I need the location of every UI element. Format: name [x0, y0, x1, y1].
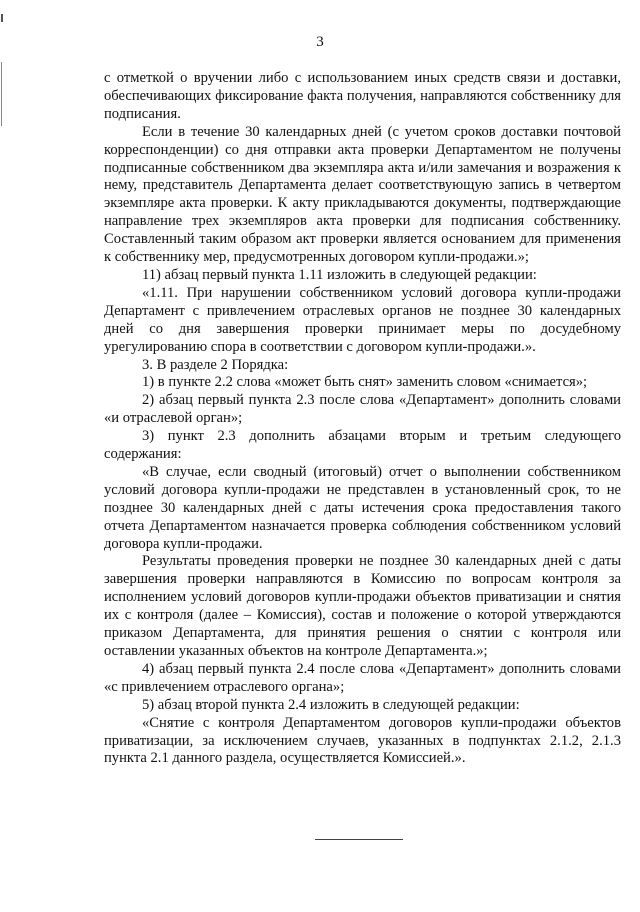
paragraph-item-3: 3) пункт 2.3 дополнить абзацами вторым и третьим следующего содержания:: [104, 428, 621, 463]
paragraph-clause-1-11: «1.11. При нарушении собственником условий договора купли-продажи Департамент с привлечением отраслевых органов не позднее 30 календарных дней со дня завершения проверки принимает меры по досудебному урегулированию спора в соответствии с договором купли-продажи.».: [104, 284, 621, 355]
paragraph-case-report: «В случае, если сводный (итоговый) отчет о выполнении собственником условий договора купли-продажи не представлен в установленный срок, то не позднее 30 календарных дней с даты истечения срока предоставления такого отчета Департаментом назначается проверка соблюдения собственником условий договора купли-продажи.: [104, 463, 621, 552]
paragraph-item-2: 2) абзац первый пункта 2.3 после слова «Департамент» дополнить словами «и отраслевой орган»;: [104, 392, 621, 427]
paragraph-item-4: 4) абзац первый пункта 2.4 после слова «Департамент» дополнить словами «с привлечением отраслевого органа»;: [104, 660, 621, 695]
document-body: [104, 70, 621, 768]
paragraph-results: Результаты проведения проверки не позднее 30 календарных дней с даты завершения проверки направляются в Комиссию по вопросам контроля за исполнением условий договоров купли-продажи объектов приватизации и снятия их с контроля (далее – Комиссия), состав и положение о которой утверждаются приказом Департамента, для принятия решения о снятии с контроля или оставлении указанных объектов на контроле Департамента.»;: [104, 553, 621, 659]
paragraph-section-3: 3. В разделе 2 Порядка:: [142, 356, 289, 373]
paragraph-item-1: 1) в пункте 2.2 слова «может быть снят» заменить словом «снимается»;: [142, 374, 588, 391]
paragraph-item-11: 11) абзац первый пункта 1.11 изложить в следующей редакции:: [142, 266, 537, 283]
paragraph-removal: «Снятие с контроля Департаментом договоров купли-продажи объектов приватизации, за исключением случаев, указанных в подпунктах 2.1.2, 2.1.3 пункта 2.1 данного раздела, осуществляется Комиссией.».: [104, 714, 621, 767]
paragraph-continuation: с отметкой о вручении либо с использованием иных средств связи и доставки, обеспечивающих фиксирование факта получения, направляются собственнику для подписания.: [104, 70, 621, 122]
page-number: 3: [316, 34, 324, 50]
footer-divider: [315, 839, 403, 840]
scan-edge-mark: [1, 14, 3, 22]
paragraph-30-days: Если в течение 30 календарных дней (с учетом сроков доставки почтовой корреспонденции) со дня отправки акта проверки Департаментом не получены подписанные собственником два экземпляра акта и/или замечания и возражения к нему, представитель Департамента делает соответствующую запись в четвертом экземпляре акта проверки. К акту прикладываются документы, подтверждающие направление трех экземпляров акта проверки для подписания собственнику. Составленный таким образом акт проверки является основанием для применения к собственнику мер, предусмотренных договором купли-продажи.»;: [104, 123, 621, 266]
scan-edge-line: [1, 62, 2, 126]
paragraph-item-5: 5) абзац второй пункта 2.4 изложить в следующей редакции:: [142, 696, 520, 713]
